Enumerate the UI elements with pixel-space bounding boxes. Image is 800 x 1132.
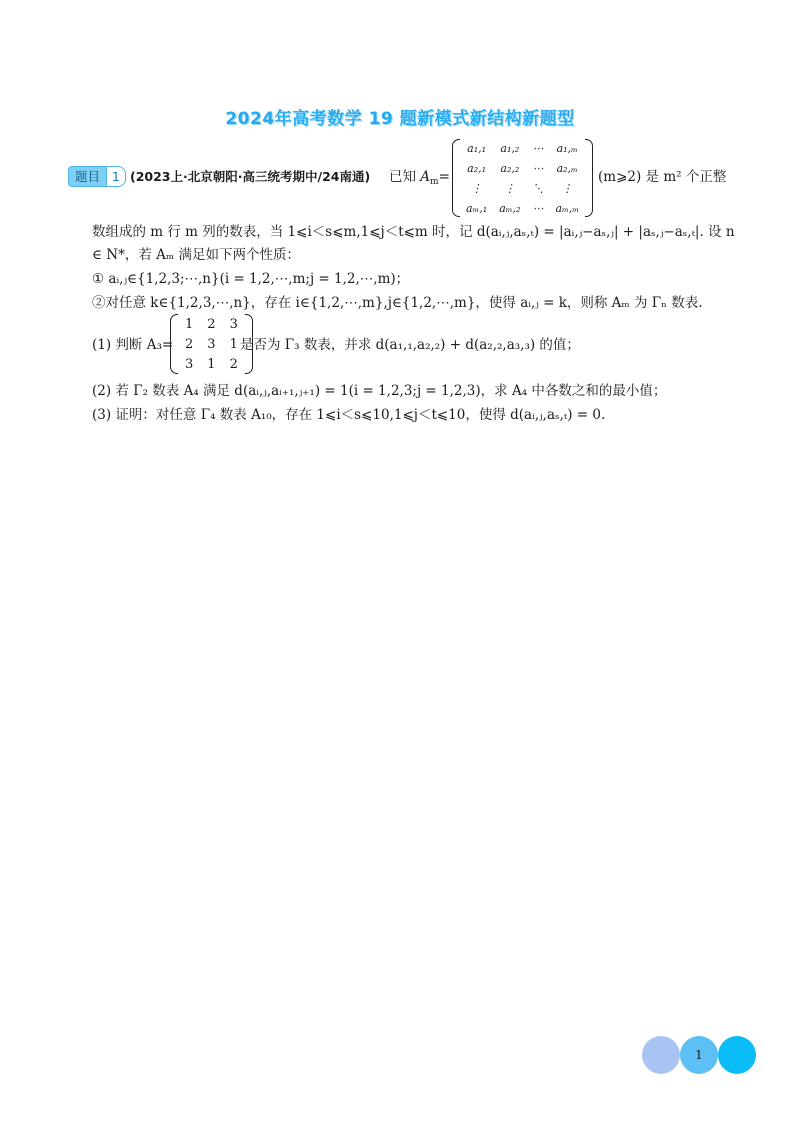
matrix-cell: ⋮: [561, 181, 573, 195]
matrix-row: [460, 158, 585, 178]
matrix-cell: a₂,₂: [500, 161, 520, 175]
matrix-cell: a₂,ₘ: [556, 161, 578, 175]
matrix-row: [178, 354, 245, 374]
matrix-cell: 3: [229, 316, 238, 332]
matrix-left-bracket: [170, 314, 178, 374]
matrix-cell: 2: [207, 316, 216, 332]
decor-circle-right: [718, 1036, 756, 1074]
matrix-cell: ⋯: [532, 161, 544, 175]
problem-line-2: 数组成的 m 行 m 列的数表，当 1⩽i＜s⩽m,1⩽j＜t⩽m 时，记 d(aᵢ,ⱼ,aₛ,ₜ) = |aᵢ,ⱼ−aₛ,ⱼ| + |aₛ,ⱼ−aₛ,ₜ|. 设 n: [92, 224, 735, 240]
matrix-cell: 3: [207, 336, 216, 352]
matrix-cell: a₁,ₘ: [556, 141, 578, 155]
property-2: ②对任意 k∈{1,2,3,⋯,n}，存在 i∈{1,2,⋯,m},j∈{1,2,⋯,m}，使得 aᵢ,ⱼ = k，则称 Aₘ 为 Γₙ 数表.: [92, 295, 703, 311]
question-2: (2) 若 Γ₂ 数表 A₄ 满足 d(aᵢ,ⱼ,aᵢ₊₁,ⱼ₊₁) = 1(i = 1,2,3;j = 1,2,3)，求 A₄ 中各数之和的最小值；: [92, 383, 667, 399]
matrix-cell: aₘ,₁: [466, 201, 488, 215]
badge-label: 题目: [68, 166, 107, 187]
decor-circle-left: [642, 1036, 680, 1074]
question-3: (3) 证明：对任意 Γ₄ 数表 A₁₀，存在 1⩽i＜s⩽10,1⩽j＜t⩽10，使得 d(aᵢ,ⱼ,aₛ,ₜ) = 0.: [92, 407, 606, 423]
matrix-cell: aₘ,ₘ: [555, 201, 579, 215]
matrix-cell: a₁,₂: [500, 141, 520, 155]
matrix-cell: aₘ,₂: [499, 201, 521, 215]
matrix-cell: 2: [229, 356, 238, 372]
matrix-right-bracket: [585, 139, 593, 217]
question-1-suffix: 是否为 Γ₃ 数表，并求 d(a₁,₁,a₂,₂) + d(a₂,₂,a₃,₃) 的值；: [240, 337, 580, 353]
matrix-cell: a₂,₁: [467, 161, 487, 175]
page-title: 2024年高考数学 19 题新模式新结构新题型: [225, 109, 575, 129]
a3-matrix-table: [178, 314, 245, 374]
matrix-cell: a₁,₁: [467, 141, 487, 155]
page-number-decoration: [640, 1036, 760, 1076]
matrix-row: [460, 198, 585, 218]
problem-source: (2023上·北京朝阳·高三统考期中/24南通): [130, 169, 371, 184]
matrix-row: [178, 314, 245, 334]
matrix-cell: ⋮: [471, 181, 483, 195]
matrix-row: [460, 178, 585, 198]
problem-line-3: ∈ N*，若 Aₘ 满足如下两个性质：: [92, 247, 300, 263]
matrix-left-bracket: [452, 139, 460, 217]
matrix-cell: 1: [207, 356, 216, 372]
page-number: 1: [680, 1036, 718, 1074]
matrix-cell: ⋯: [532, 141, 544, 155]
matrix-cell: 3: [185, 356, 194, 372]
general-matrix: [452, 138, 593, 218]
matrix-row: [460, 138, 585, 158]
matrix-cell: 1: [229, 336, 238, 352]
intro-suffix: (m⩾2) 是 m² 个正整: [598, 169, 727, 185]
property-1: ① aᵢ,ⱼ∈{1,2,3;⋯,n}(i = 1,2,⋯,m;j = 1,2,⋯,m)；: [92, 271, 410, 287]
badge-number: 1: [107, 166, 126, 187]
matrix-cell: ⋮: [504, 181, 516, 195]
matrix-cell: 2: [185, 336, 194, 352]
problem-badge: [68, 166, 126, 186]
intro-prefix: 已知 $A_m=$: [389, 169, 450, 187]
matrix-cell: ⋱: [532, 181, 544, 195]
matrix-row: [178, 334, 245, 354]
matrix-cell: 1: [185, 316, 194, 332]
question-1-prefix: (1) 判断 A₃=: [92, 337, 174, 353]
general-matrix-table: [460, 138, 585, 218]
matrix-cell: ⋯: [532, 201, 544, 215]
